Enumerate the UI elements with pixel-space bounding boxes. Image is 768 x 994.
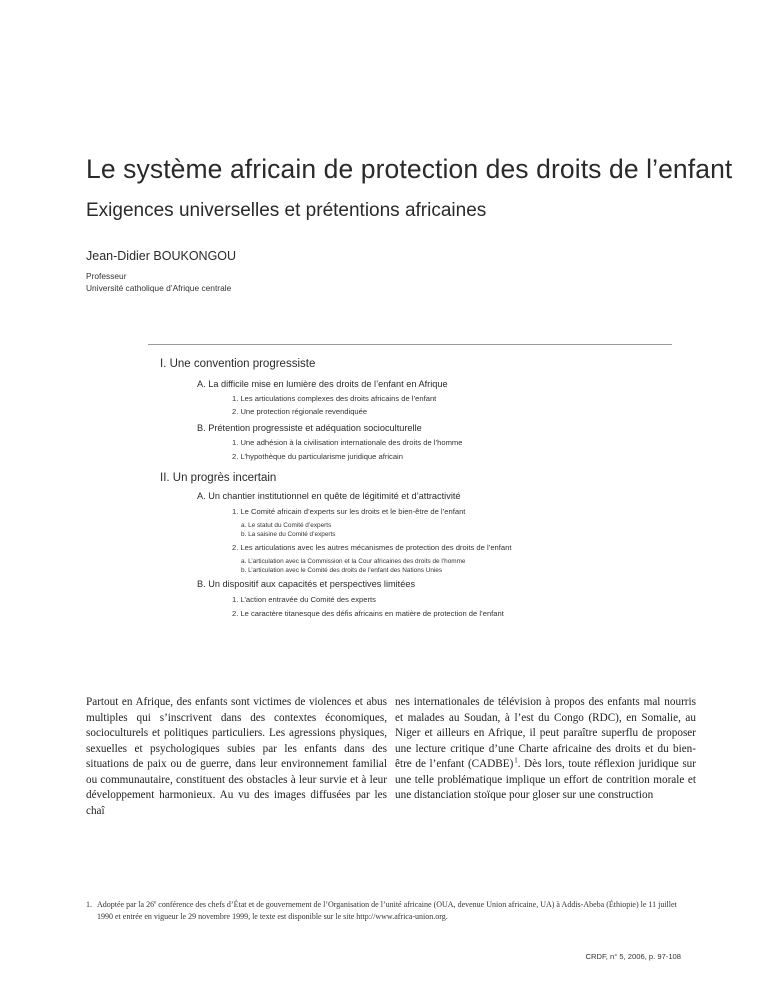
toc-item: 2. L’hypothèque du particularisme juridique africain: [232, 452, 403, 461]
toc-section-2a: A. Un chantier institutionnel en quête de légitimité et d’attractivité: [197, 491, 461, 501]
footnote-number: 1.: [86, 900, 92, 909]
body-column-left: Partout en Afrique, des enfants sont victimes de violences et abus multiples qui s’inscrivent dans des contextes économiques, socioculturels et politiques particuliers. Les agressions physiques, sexuelles et psychologiques subies par les enfants dans des situations de paix ou de guerre, dans leur environnement familial ou communautaire, constituent des obstacles à leur survie et à leur développement harmonieux. Au vu des images diffusées par les chaî: [86, 696, 387, 817]
toc-section-2b: B. Un dispositif aux capacités et perspectives limitées: [197, 579, 416, 589]
toc-section-1a: A. La difficile mise en lumière des droits de l’enfant en Afrique: [197, 379, 448, 389]
author-name: Jean-Didier BOUKONGOU: [86, 249, 237, 263]
author-affiliation: [86, 271, 231, 294]
footnote-ref[interactable]: 1: [514, 756, 518, 765]
toc-item: 2. Les articulations avec les autres mécanismes de protection des droits de l’enfant: [232, 543, 512, 552]
toc-subitem: a. Le statut du Comité d’experts: [241, 522, 332, 529]
toc-subitem: a. L’articulation avec la Commission et la Cour africaines des droits de l’homme: [241, 558, 466, 565]
toc-subitem: b. La saisine du Comité d’experts: [241, 531, 336, 538]
author-position: Professeur: [86, 271, 127, 281]
toc-item: 2. Une protection régionale revendiquée: [232, 407, 368, 416]
author-institution: Université catholique d’Afrique centrale: [86, 282, 232, 293]
footnote-text: [97, 899, 687, 923]
toc-item: 1. L’action entravée du Comité des experts: [232, 595, 376, 604]
toc-item: 1. Le Comité africain d’experts sur les droits et le bien-être de l’enfant: [232, 507, 466, 516]
toc-divider: [148, 344, 672, 345]
footnote-text-part: Adoptée par la 26: [97, 900, 155, 909]
toc-item: 2. Le caractère titanesque des défis africains en matière de protection de l’enfant: [232, 609, 504, 618]
toc-part-2: II. Un progrès incertain: [160, 472, 277, 484]
page-folio: CRDF, n° 5, 2006, p. 97-108: [585, 952, 681, 961]
body-column-right: [395, 695, 696, 804]
toc-part-1: I. Une convention progressiste: [160, 358, 316, 370]
toc-subitem: b. L’articulation avec le Comité des droits de l’enfant des Nations Unies: [241, 567, 443, 574]
toc-item: 1. Les articulations complexes des droits africains de l’enfant: [232, 394, 437, 403]
article-subtitle: Exigences universelles et prétentions africaines: [86, 200, 487, 221]
footnote-text-part: conférence des chefs d’État et de gouvernement de l’Organisation de l’unité africaine (OUA, devenue Union africaine, UA) à Addis-Abeba (Éthiopie) le 11 juillet 1990 et entrée en vigueur le 29 novembre 1999, le texte est disponible sur le site http://www.africa-union.org.: [97, 900, 677, 921]
body-text: nes internationales de télévision à propos des enfants mal nourris et malades au Soudan, à l’est du Congo (RDC), en Somalie, au Niger et ailleurs en Afrique, il peut paraître superflu de proposer une lecture critique d’une Charte africaine des droits et du bien-être de l’enfant (CADBE): [395, 696, 696, 770]
toc-item: 1. Une adhésion à la civilisation internationale des droits de l’homme: [232, 438, 463, 447]
article-title: Le système africain de protection des droits de l’enfant: [86, 154, 733, 184]
footnote-superscript: e: [154, 900, 157, 906]
toc-section-1b: B. Prétention progressiste et adéquation socioculturelle: [197, 423, 422, 433]
body-text: . Dès lors, toute réflexion juridique sur une telle problématique implique un effort de contrition morale et une distanciation stoïque pour gloser sur une construction: [395, 758, 696, 801]
